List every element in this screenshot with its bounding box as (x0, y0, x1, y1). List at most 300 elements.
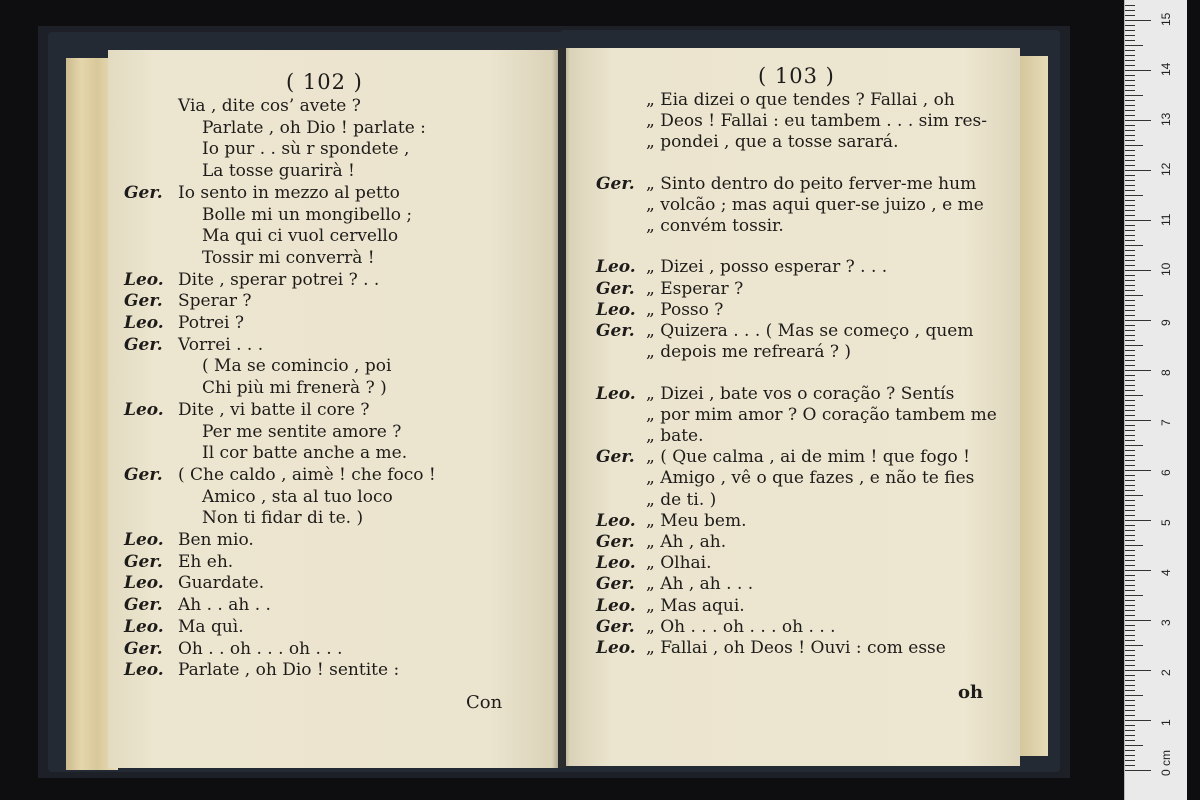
ruler-tick (1125, 50, 1135, 51)
line-text: Oh . . oh . . . oh . . . (178, 638, 343, 659)
ruler-tick (1125, 480, 1135, 481)
ruler-tick (1125, 730, 1135, 731)
ruler-tick (1125, 645, 1143, 646)
left-text-line (124, 573, 264, 593)
speaker-label: Leo. (596, 510, 636, 531)
ruler-tick (1125, 435, 1135, 436)
line-text: „ Mas aqui. (646, 595, 745, 616)
left-text-line (124, 443, 407, 463)
ruler-tick (1125, 750, 1135, 751)
left-text-line (124, 291, 252, 311)
line-text: Amico , sta al tuo loco (202, 486, 393, 507)
ruler-tick (1125, 190, 1135, 191)
speaker-label: Leo. (596, 638, 636, 659)
ruler-tick (1125, 705, 1135, 706)
ruler-tick (1125, 565, 1135, 566)
ruler-label: 12 (1159, 162, 1173, 176)
ruler-label: 3 (1159, 619, 1173, 626)
ruler-tick (1125, 390, 1135, 391)
ruler-tick (1125, 560, 1135, 561)
left-text-line (124, 617, 244, 637)
speaker-label: Ger. (596, 532, 635, 553)
ruler-tick (1125, 180, 1135, 181)
right-text-line (596, 132, 898, 152)
ruler-tick (1125, 15, 1135, 16)
line-text: „ Ah , ah . . . (646, 574, 754, 595)
ruler-tick (1125, 365, 1135, 366)
ruler-tick (1125, 580, 1135, 581)
ruler-tick (1125, 210, 1135, 211)
ruler-tick (1125, 200, 1135, 201)
speaker-label: Leo. (124, 530, 164, 550)
ruler-tick (1125, 215, 1135, 216)
ruler-label: 10 (1159, 262, 1173, 276)
ruler-tick (1125, 220, 1151, 221)
ruler-tick (1125, 515, 1135, 516)
right-text-line (596, 174, 976, 194)
ruler-tick (1125, 75, 1135, 76)
line-text: „ convém tossir. (646, 216, 784, 237)
ruler-label: 2 (1159, 669, 1173, 676)
speaker-label: Leo. (596, 553, 636, 574)
speaker-label: Leo. (596, 383, 636, 404)
ruler-tick (1125, 125, 1135, 126)
line-text: Ben mio. (178, 530, 254, 550)
left-text-line (124, 183, 400, 203)
ruler-tick (1125, 325, 1135, 326)
ruler-tick (1125, 395, 1143, 396)
ruler-tick (1125, 400, 1135, 401)
ruler-tick (1125, 40, 1135, 41)
left-text-line (124, 313, 244, 333)
page-number-left: ( 102 ) (286, 70, 363, 94)
line-text: „ Deos ! Fallai : eu tambem . . . sim res- (646, 111, 987, 132)
ruler-tick (1125, 385, 1135, 386)
measurement-ruler (1124, 0, 1187, 800)
ruler-label: 14 (1159, 62, 1173, 76)
ruler-tick (1125, 455, 1135, 456)
ruler-tick (1125, 675, 1135, 676)
line-text: „ bate. (646, 426, 704, 447)
ruler-tick (1125, 735, 1135, 736)
speaker-label: Leo. (124, 660, 164, 681)
ruler-tick (1125, 375, 1135, 376)
ruler-tick (1125, 345, 1143, 346)
page-number-right: ( 103 ) (758, 64, 835, 88)
ruler-tick (1125, 635, 1135, 636)
ruler-tick (1125, 255, 1135, 256)
line-text: Parlate , oh Dio ! sentite : (178, 660, 400, 681)
ruler-tick (1125, 90, 1135, 91)
ruler-tick (1125, 55, 1135, 56)
ruler-tick (1125, 510, 1135, 511)
left-text-line (124, 139, 409, 159)
ruler-tick (1125, 65, 1135, 66)
ruler-label: 4 (1159, 569, 1173, 576)
ruler-tick (1125, 450, 1135, 451)
left-text-line (124, 356, 391, 376)
right-text-line (596, 216, 784, 236)
ruler-tick (1125, 205, 1135, 206)
left-page (108, 50, 558, 768)
line-text: „ volcão ; mas aqui quer-se juizo , e me (646, 194, 984, 215)
ruler-tick (1125, 670, 1151, 671)
line-text: Parlate , oh Dio ! parlate : (202, 117, 426, 138)
line-text: ( Ma se comincio , poi (202, 356, 392, 377)
ruler-tick (1125, 305, 1135, 306)
line-text: ( Che caldo , aimè ! che foco ! (178, 464, 436, 485)
speaker-label: Leo. (124, 269, 164, 290)
ruler-tick (1125, 265, 1135, 266)
speaker-label: Ger. (596, 173, 635, 194)
line-text: Ah . . ah . . (178, 595, 271, 616)
ruler-tick (1125, 110, 1135, 111)
speaker-label: Ger. (124, 638, 163, 659)
line-text: Guardate. (178, 573, 265, 594)
line-text: „ ( Que calma , ai de mim ! que fogo ! (646, 447, 970, 468)
speaker-label: Leo. (124, 313, 164, 333)
line-text: Dite , sperar potrei ? . . (178, 269, 380, 290)
left-text-line (124, 96, 361, 116)
ruler-tick (1125, 120, 1151, 121)
ruler-tick (1125, 685, 1135, 686)
ruler-tick (1125, 60, 1135, 61)
left-text-line (124, 465, 436, 485)
ruler-tick (1125, 340, 1135, 341)
ruler-tick (1125, 490, 1135, 491)
ruler-tick (1125, 770, 1151, 771)
speaker-label: Leo. (124, 616, 164, 637)
ruler-tick (1125, 130, 1135, 131)
ruler-tick (1125, 70, 1151, 71)
right-text-line (596, 447, 970, 467)
ruler-tick (1125, 625, 1135, 626)
ruler-tick (1125, 420, 1151, 421)
ruler-tick (1125, 505, 1135, 506)
ruler-tick (1125, 360, 1135, 361)
book-gutter (552, 48, 570, 768)
line-text: Potrei ? (178, 313, 244, 333)
page-edges-right (1018, 56, 1048, 756)
ruler-tick (1125, 680, 1135, 681)
right-text-line (596, 617, 836, 637)
ruler-tick (1125, 320, 1151, 321)
line-text: Chi più mi frenerà ? ) (202, 378, 387, 399)
ruler-tick (1125, 225, 1135, 226)
ruler-tick (1125, 620, 1151, 621)
ruler-tick (1125, 555, 1135, 556)
left-text-line (124, 552, 233, 572)
speaker-label: Ger. (596, 321, 635, 342)
ruler-tick (1125, 355, 1135, 356)
left-text-line (124, 248, 375, 268)
line-text: „ Fallai , oh Deos ! Ouvi : com esse (646, 638, 946, 659)
ruler-tick (1125, 500, 1135, 501)
ruler-tick (1125, 760, 1135, 761)
right-text-line (596, 279, 743, 299)
ruler-tick (1125, 175, 1135, 176)
left-text-line (124, 400, 370, 420)
line-text: Bolle mi un mongibello ; (202, 204, 413, 225)
ruler-tick (1125, 260, 1135, 261)
ruler-tick (1125, 80, 1135, 81)
line-text: Dite , vi batte il core ? (178, 399, 370, 420)
ruler-tick (1125, 440, 1135, 441)
ruler-label: 11 (1159, 213, 1173, 226)
right-text-line (596, 490, 716, 510)
ruler-tick (1125, 415, 1135, 416)
ruler-tick (1125, 715, 1135, 716)
ruler-tick (1125, 630, 1135, 631)
ruler-tick (1125, 545, 1143, 546)
left-text-line (124, 118, 426, 138)
speaker-label: Ger. (596, 278, 635, 299)
ruler-tick (1125, 495, 1143, 496)
ruler-tick (1125, 85, 1135, 86)
line-text: Il cor batte anche a me. (202, 443, 408, 464)
ruler-tick (1125, 25, 1135, 26)
left-text-line (124, 487, 393, 507)
speaker-label: Leo. (596, 595, 636, 616)
left-text-line (124, 530, 254, 550)
left-text-line (124, 161, 355, 181)
ruler-tick (1125, 95, 1143, 96)
ruler-tick (1125, 145, 1143, 146)
ruler-tick (1125, 445, 1143, 446)
line-text: Ma quì. (178, 616, 244, 637)
line-text: „ depois me refreará ? ) (646, 342, 852, 363)
right-text-line (596, 257, 887, 277)
line-text: „ Esperar ? (646, 278, 744, 299)
ruler-tick (1125, 430, 1135, 431)
line-text: Per me sentite amore ? (202, 421, 402, 442)
ruler-tick (1125, 290, 1135, 291)
ruler-tick (1125, 380, 1135, 381)
line-text: „ Meu bem. (646, 510, 747, 531)
speaker-label: Ger. (124, 551, 163, 572)
speaker-label: Leo. (124, 399, 164, 420)
ruler-label: 5 (1159, 519, 1173, 526)
ruler-tick (1125, 570, 1151, 571)
ruler-tick (1125, 485, 1135, 486)
left-text-line (124, 660, 399, 680)
ruler-tick (1125, 140, 1135, 141)
left-text-line (124, 226, 398, 246)
left-text-line (124, 639, 343, 659)
ruler-tick (1125, 690, 1135, 691)
right-text-line (596, 195, 984, 215)
ruler-tick (1125, 725, 1135, 726)
ruler-tick (1125, 595, 1143, 596)
ruler-tick (1125, 610, 1135, 611)
speaker-label: Ger. (596, 574, 635, 595)
ruler-tick (1125, 5, 1135, 6)
ruler-tick (1125, 710, 1135, 711)
ruler-tick (1125, 470, 1151, 471)
line-text: „ Amigo , vê o que fazes , e não te fies (646, 468, 975, 489)
ruler-tick (1125, 100, 1135, 101)
ruler-tick (1125, 295, 1143, 296)
ruler-tick (1125, 575, 1135, 576)
line-text: Non ti fidar di te. ) (202, 508, 364, 529)
right-text-line (596, 426, 704, 446)
right-text-line (596, 342, 851, 362)
right-text-line (596, 384, 954, 404)
ruler-tick (1125, 590, 1135, 591)
ruler-tick (1125, 160, 1135, 161)
ruler-tick (1125, 335, 1135, 336)
ruler-tick (1125, 310, 1135, 311)
ruler-tick (1125, 280, 1135, 281)
ruler-tick (1125, 530, 1135, 531)
ruler-tick (1125, 285, 1135, 286)
speaker-label: Ger. (596, 447, 635, 468)
left-text-line (124, 508, 363, 528)
ruler-tick (1125, 410, 1135, 411)
speaker-label: Ger. (124, 464, 163, 485)
line-text: „ pondei , que a tosse sarará. (646, 132, 899, 153)
speaker-label: Ger. (124, 291, 163, 312)
ruler-tick (1125, 155, 1135, 156)
line-text: „ Posso ? (646, 299, 724, 320)
ruler-tick (1125, 720, 1151, 721)
ruler-tick (1125, 665, 1135, 666)
right-text-line (596, 574, 753, 594)
ruler-tick (1125, 650, 1135, 651)
ruler-tick (1125, 460, 1135, 461)
ruler-tick (1125, 235, 1135, 236)
ruler-tick (1125, 270, 1151, 271)
ruler-tick (1125, 20, 1151, 21)
ruler-tick (1125, 250, 1135, 251)
left-text-line (124, 595, 271, 615)
ruler-label: 9 (1159, 319, 1173, 326)
speaker-label: Leo. (596, 299, 636, 320)
ruler-tick (1125, 185, 1135, 186)
ruler-tick (1125, 525, 1135, 526)
line-text: Via , dite cos’ avete ? (178, 96, 361, 116)
right-text-line (596, 300, 723, 320)
line-text: „ Oh . . . oh . . . oh . . . (646, 616, 836, 637)
right-text-line (596, 111, 987, 131)
ruler-tick (1125, 600, 1135, 601)
ruler-tick (1125, 300, 1135, 301)
line-text: „ Eia dizei o que tendes ? Fallai , oh (646, 90, 955, 110)
right-text-line (596, 532, 726, 552)
ruler-tick (1125, 695, 1143, 696)
ruler-tick (1125, 745, 1143, 746)
ruler-tick (1125, 540, 1135, 541)
left-text-line (124, 378, 387, 398)
ruler-tick (1125, 475, 1135, 476)
line-text: „ de ti. ) (646, 489, 717, 510)
left-text-line (124, 270, 379, 290)
ruler-tick (1125, 535, 1135, 536)
right-page (566, 48, 1020, 766)
right-text-line (596, 90, 955, 110)
line-text: „ por mim amor ? O coração tambem me (646, 404, 997, 425)
ruler-tick (1125, 165, 1135, 166)
speaker-label: Ger. (124, 595, 163, 616)
ruler-tick (1125, 640, 1135, 641)
ruler-tick (1125, 170, 1151, 171)
speaker-label: Ger. (124, 334, 163, 355)
ruler-label: 8 (1159, 369, 1173, 376)
ruler-tick (1125, 195, 1143, 196)
ruler-tick (1125, 315, 1135, 316)
ruler-tick (1125, 30, 1135, 31)
ruler-tick (1125, 105, 1135, 106)
left-text-line (124, 422, 401, 442)
ruler-tick (1125, 765, 1135, 766)
line-text: „ Dizei , posso esperar ? . . . (646, 257, 888, 278)
line-text: „ Olhai. (646, 553, 712, 574)
ruler-tick (1125, 425, 1135, 426)
ruler-label: 7 (1159, 419, 1173, 426)
ruler-tick (1125, 245, 1143, 246)
ruler-tick (1125, 755, 1135, 756)
ruler-label: 6 (1159, 469, 1173, 476)
line-text: Ma qui ci vuol cervello (202, 226, 399, 247)
line-text: Eh eh. (178, 551, 234, 572)
ruler-tick (1125, 240, 1135, 241)
line-text: Vorrei . . . (178, 334, 264, 355)
ruler-label: 15 (1159, 12, 1173, 26)
ruler-label: 0 cm (1159, 749, 1173, 776)
ruler-tick (1125, 550, 1135, 551)
line-text: Io pur . . sù r spondete , (202, 139, 410, 160)
left-text-line (124, 335, 263, 355)
line-text: Tossir mi converrà ! (202, 247, 375, 268)
right-text-line (596, 405, 997, 425)
ruler-tick (1125, 405, 1135, 406)
line-text: „ Ah , ah. (646, 532, 727, 553)
ruler-tick (1125, 45, 1143, 46)
ruler-tick (1125, 350, 1135, 351)
ruler-tick (1125, 275, 1135, 276)
line-text: Io sento in mezzo al petto (178, 182, 400, 203)
right-text-line (596, 511, 747, 531)
right-text-line (596, 638, 946, 658)
ruler-tick (1125, 605, 1135, 606)
speaker-label: Leo. (596, 257, 636, 278)
ruler-label: 1 (1159, 719, 1173, 726)
ruler-tick (1125, 465, 1135, 466)
ruler-tick (1125, 230, 1135, 231)
right-text-line (596, 321, 973, 341)
line-text: „ Dizei , bate vos o coração ? Sentís (646, 383, 955, 404)
right-text-line (596, 553, 712, 573)
ruler-tick (1125, 35, 1135, 36)
right-text-line (596, 468, 974, 488)
ruler-tick (1125, 660, 1135, 661)
ruler-tick (1125, 615, 1135, 616)
speaker-label: Ger. (124, 182, 163, 203)
ruler-tick (1125, 520, 1151, 521)
ruler-tick (1125, 115, 1135, 116)
catchword-left: Con (466, 692, 503, 713)
ruler-label: 13 (1159, 112, 1173, 126)
ruler-tick (1125, 655, 1135, 656)
ruler-tick (1125, 135, 1135, 136)
line-text: La tosse guarirà ! (202, 161, 355, 182)
ruler-tick (1125, 585, 1135, 586)
speaker-label: Ger. (596, 616, 635, 637)
ruler-tick (1125, 10, 1135, 11)
ruler-tick (1125, 330, 1135, 331)
line-text: Sperar ? (178, 291, 252, 312)
left-text-line (124, 205, 412, 225)
